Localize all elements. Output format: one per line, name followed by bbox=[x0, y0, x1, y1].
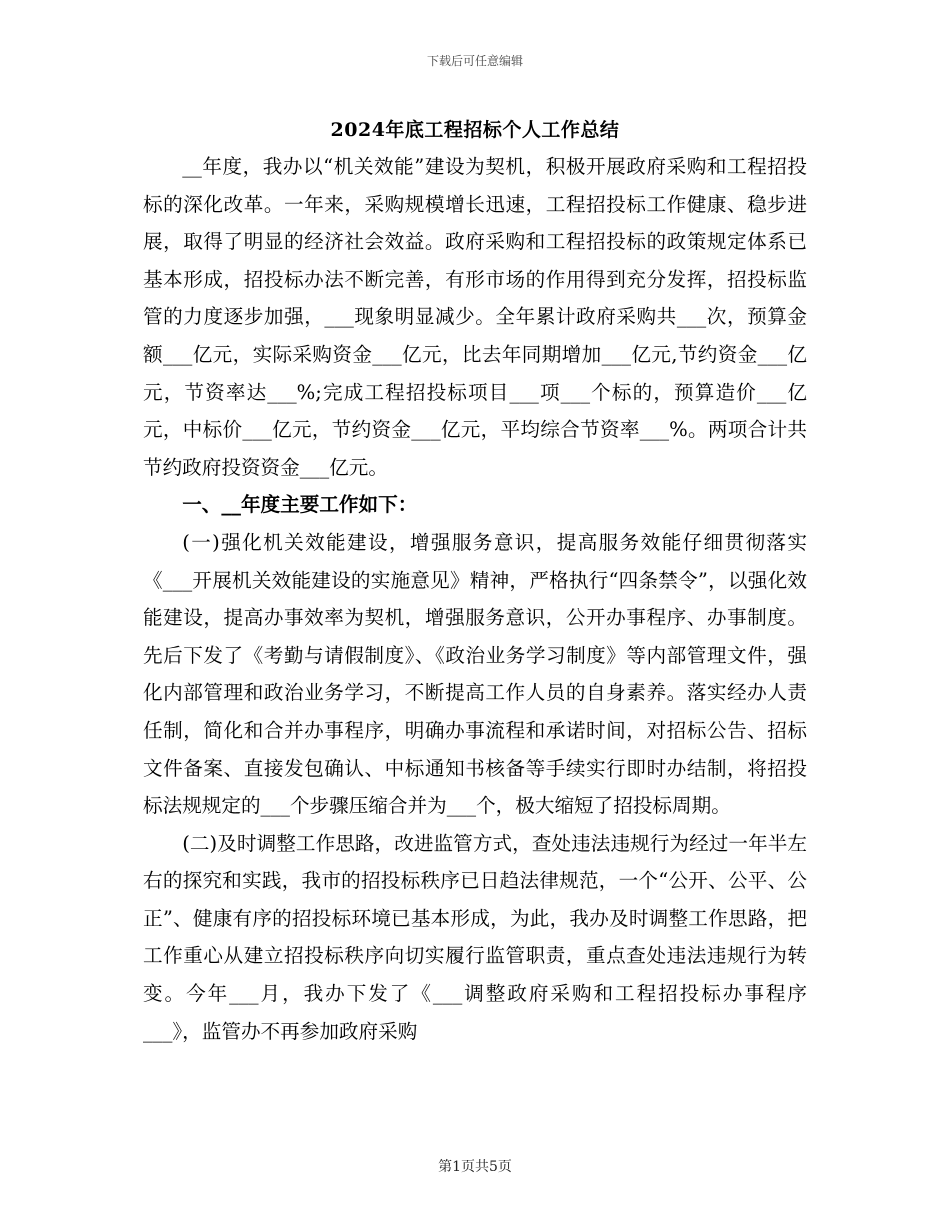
page-number: 第1页共5页 bbox=[438, 1159, 512, 1175]
document-title: 2024年底工程招标个人工作总结 bbox=[330, 119, 620, 141]
section-heading-main-work: 一、__年度主要工作如下： bbox=[182, 493, 418, 517]
document-body bbox=[143, 148, 807, 1050]
paragraph-section-2: (二)及时调整工作思路，改进监管方式，查处违法违规行为经过一年半左右的探究和实践，我市的招投标秩序已日趋法律规范，一个“公开、公平、公正”、健康有序的招投标环境已基本形成，为此，我办及时调整工作思路，把工作重心从建立招投标秩序向切实履行监管职责，重点查处违法违规行为转变。今年___月，我办下发了《___调整政府采购和工程招投标办事程序___》，监管办不再参加政府采购 bbox=[143, 831, 807, 1043]
paragraph-intro: __年度，我办以“机关效能”建设为契机，积极开展政府采购和工程招投标的深化改革。一年来，采购规模增长迅速，工程招投标工作健康、稳步进展，取得了明显的经济社会效益。政府采购和工程招投标的政策规定体系已基本形成，招投标办法不断完善，有形市场的作用得到充分发挥，招投标监管的力度逐步加强，___现象明显减少。全年累计政府采购共___次，预算金额___亿元，实际采购资金___亿元，比去年同期增加___亿元,节约资金___亿元，节资率达___%;完成工程招投标项目___项___个标的，预算造价___亿元，中标价___亿元，节约资金___亿元，平均综合节资率___%。两项合计共节约政府投资资金___亿元。 bbox=[143, 155, 807, 479]
page-header-note: 下载后可任意编辑 bbox=[426, 54, 523, 68]
paragraph-section-1: (一)强化机关效能建设，增强服务意识，提高服务效能仔细贯彻落实《___开展机关效能建设的实施意见》精神，严格执行“四条禁令”，以强化效能建设，提高办事效率为契机，增强服务意识，公开办事程序、办事制度。先后下发了《考勤与请假制度》、《政治业务学习制度》等内部管理文件，强化内部管理和政治业务学习，不断提高工作人员的自身素养。落实经办人责任制，简化和合并办事程序，明确办事流程和承诺时间，对招标公告、招标文件备案、直接发包确认、中标通知书核备等手续实行即时办结制，将招投标法规规定的___个步骤压缩合并为___个，极大缩短了招投标周期。 bbox=[143, 530, 807, 818]
